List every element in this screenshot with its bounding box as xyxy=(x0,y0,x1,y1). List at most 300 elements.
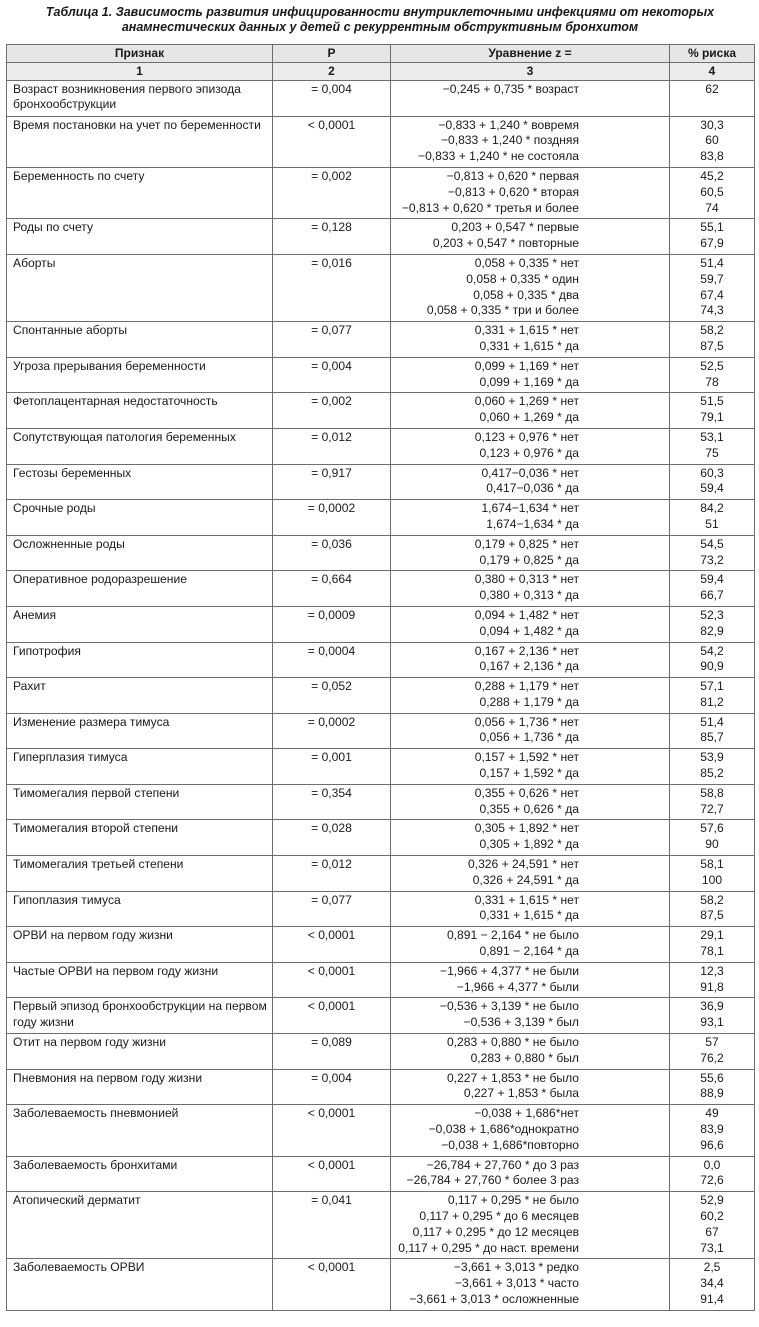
risk-value: 90,9 xyxy=(700,659,724,674)
risk-value: 79,1 xyxy=(700,410,724,425)
cell-feature: Роды по счету xyxy=(7,219,273,255)
table-row xyxy=(7,1069,755,1105)
cell-p-value: = 0,089 xyxy=(273,1034,391,1070)
risk-value: 51,4 xyxy=(700,714,724,729)
cell-feature: Сопутствующая патология беременных xyxy=(7,428,273,464)
cell-p-value: = 0,0009 xyxy=(273,606,391,642)
cell-p-value: = 0,0002 xyxy=(273,713,391,749)
equation-line: 0,117 + 0,295 * до наст. времени xyxy=(398,1240,579,1255)
table-row xyxy=(7,713,755,749)
equation-line: 0,179 + 0,825 * да xyxy=(479,552,579,567)
risk-value: 67 xyxy=(705,1224,719,1239)
cell-p-value: = 0,002 xyxy=(273,393,391,429)
cell-risk xyxy=(670,749,755,785)
cell-equations xyxy=(391,571,670,607)
table-row xyxy=(7,962,755,998)
equation-line: −0,833 + 1,240 * не состояла xyxy=(418,149,579,164)
equation-line: −0,833 + 1,240 * поздняя xyxy=(440,133,579,148)
risk-value: 59,4 xyxy=(700,572,724,587)
equation-line: −1,966 + 4,377 * не были xyxy=(440,963,579,978)
equation-line: −0,536 + 3,139 * был xyxy=(463,1015,579,1030)
table-row xyxy=(7,820,755,856)
risk-value: 60,3 xyxy=(700,465,724,480)
risk-value: 49 xyxy=(705,1106,719,1121)
caption-text-1: Зависимость развития инфицированности внутриклеточными инфекциями от некоторых xyxy=(115,5,715,19)
risk-value: 54,5 xyxy=(700,536,724,551)
equation-line: 0,326 + 24,591 * да xyxy=(472,872,579,887)
table-row xyxy=(7,464,755,500)
equation-line: 0,060 + 1,269 * нет xyxy=(474,394,579,409)
table-row xyxy=(7,606,755,642)
risk-value: 73,2 xyxy=(700,552,724,567)
cell-equations xyxy=(391,891,670,927)
column-number: 4 xyxy=(670,63,755,81)
risk-value: 36,9 xyxy=(700,999,724,1014)
table-row xyxy=(7,81,755,117)
risk-value: 59,4 xyxy=(700,481,724,496)
cell-equations xyxy=(391,167,670,218)
table-row xyxy=(7,357,755,393)
cell-feature: Тимомегалия второй степени xyxy=(7,820,273,856)
cell-equations xyxy=(391,254,670,321)
equation-line: 0,099 + 1,169 * нет xyxy=(474,358,579,373)
risk-value: 60 xyxy=(705,133,719,148)
equation-line: 0,283 + 0,880 * не было xyxy=(446,1035,579,1050)
cell-feature: Угроза прерывания беременности xyxy=(7,357,273,393)
equation-line: −3,661 + 3,013 * часто xyxy=(454,1276,579,1291)
header-row xyxy=(7,45,755,63)
cell-feature: ОРВИ на первом году жизни xyxy=(7,927,273,963)
risk-value: 57,1 xyxy=(700,679,724,694)
cell-risk xyxy=(670,254,755,321)
table-row xyxy=(7,642,755,678)
cell-risk xyxy=(670,81,755,117)
equation-line: −3,661 + 3,013 * осложненные xyxy=(409,1291,579,1306)
equation-line: 0,058 + 0,335 * нет xyxy=(474,255,579,270)
cell-p-value: < 0,0001 xyxy=(273,1259,391,1310)
caption-line-2: анамнестических данных у детей с рекуррентным обструктивным бронхитом xyxy=(121,20,639,34)
risk-value: 73,1 xyxy=(700,1240,724,1255)
equation-line: 0,058 + 0,335 * три и более xyxy=(426,303,579,318)
risk-value: 84,2 xyxy=(700,501,724,516)
risk-value: 72,7 xyxy=(700,801,724,816)
cell-equations xyxy=(391,1192,670,1259)
equation-line: 0,117 + 0,295 * до 6 месяцев xyxy=(419,1209,579,1223)
equation-line: 0,288 + 1,179 * нет xyxy=(474,679,579,694)
cell-feature: Гипоплазия тимуса xyxy=(7,891,273,927)
table-row xyxy=(7,1105,755,1156)
cell-feature: Спонтанные аборты xyxy=(7,322,273,358)
cell-feature: Время постановки на учет по беременности xyxy=(7,116,273,167)
equation-line: 0,305 + 1,892 * да xyxy=(479,837,579,852)
risk-value: 87,5 xyxy=(700,908,724,923)
risk-value: 82,9 xyxy=(700,623,724,638)
cell-risk xyxy=(670,1259,755,1310)
cell-risk xyxy=(670,891,755,927)
equation-line: 0,203 + 0,547 * повторные xyxy=(432,236,579,251)
cell-equations xyxy=(391,81,670,117)
equation-line: −0,245 + 0,735 * возраст xyxy=(442,82,579,96)
cell-equations xyxy=(391,1105,670,1156)
cell-risk xyxy=(670,571,755,607)
risk-value: 12,3 xyxy=(700,963,724,978)
cell-p-value: = 0,354 xyxy=(273,784,391,820)
caption-line-1 xyxy=(10,5,750,20)
risk-value: 55,1 xyxy=(700,220,724,235)
risk-value: 88,9 xyxy=(700,1086,724,1101)
cell-risk xyxy=(670,357,755,393)
risk-value: 90 xyxy=(705,837,719,852)
risk-value: 53,9 xyxy=(700,750,724,765)
cell-equations xyxy=(391,393,670,429)
cell-feature: Гипотрофия xyxy=(7,642,273,678)
table-row xyxy=(7,219,755,255)
equation-line: −0,536 + 3,139 * не было xyxy=(439,999,579,1014)
cell-risk xyxy=(670,927,755,963)
cell-equations xyxy=(391,962,670,998)
risk-value: 54,2 xyxy=(700,643,724,658)
equation-line: −0,038 + 1,686*нет xyxy=(474,1106,579,1121)
risk-value: 51 xyxy=(705,516,719,531)
equation-line: 0,099 + 1,169 * да xyxy=(479,374,579,389)
cell-equations xyxy=(391,357,670,393)
risk-value: 59,7 xyxy=(700,271,724,286)
risk-value: 29,1 xyxy=(700,928,724,943)
table-row xyxy=(7,500,755,536)
table-row xyxy=(7,1034,755,1070)
risk-value: 67,9 xyxy=(700,236,724,251)
equation-line: 0,157 + 1,592 * да xyxy=(479,766,579,781)
cell-p-value: = 0,128 xyxy=(273,219,391,255)
equation-line: −26,784 + 27,760 * более 3 раз xyxy=(406,1173,579,1188)
equation-line: 0,417−0,036 * нет xyxy=(481,465,579,480)
risk-value: 76,2 xyxy=(700,1050,724,1065)
equation-line: −0,813 + 0,620 * вторая xyxy=(447,184,579,199)
risk-value: 75 xyxy=(705,445,719,460)
cell-equations xyxy=(391,219,670,255)
equation-line: −26,784 + 27,760 * до 3 раз xyxy=(426,1157,579,1172)
cell-risk xyxy=(670,642,755,678)
cell-feature: Гиперплазия тимуса xyxy=(7,749,273,785)
table-row xyxy=(7,1156,755,1192)
equation-line: 0,117 + 0,295 * до 12 месяцев xyxy=(412,1224,579,1239)
cell-risk xyxy=(670,116,755,167)
cell-p-value: = 0,004 xyxy=(273,81,391,117)
cell-equations xyxy=(391,678,670,714)
equation-line: −0,038 + 1,686*повторно xyxy=(441,1137,579,1152)
cell-equations xyxy=(391,856,670,892)
equation-line: 0,167 + 2,136 * нет xyxy=(474,643,579,658)
cell-feature: Рахит xyxy=(7,678,273,714)
cell-p-value: < 0,0001 xyxy=(273,1105,391,1156)
cell-p-value: = 0,036 xyxy=(273,535,391,571)
risk-value: 91,4 xyxy=(700,1291,724,1306)
cell-equations xyxy=(391,500,670,536)
cell-feature: Срочные роды xyxy=(7,500,273,536)
equation-line: 0,056 + 1,736 * нет xyxy=(474,714,579,729)
cell-p-value: = 0,001 xyxy=(273,749,391,785)
cell-equations xyxy=(391,428,670,464)
cell-feature: Фетоплацентарная недостаточность xyxy=(7,393,273,429)
equation-line: 0,331 + 1,615 * да xyxy=(479,338,579,353)
column-number: 3 xyxy=(391,63,670,81)
table-row xyxy=(7,927,755,963)
equation-line: −1,966 + 4,377 * были xyxy=(456,979,579,994)
equation-line: 0,123 + 0,976 * нет xyxy=(474,429,579,444)
cell-p-value: = 0,012 xyxy=(273,428,391,464)
cell-p-value: = 0,917 xyxy=(273,464,391,500)
equation-line: 0,094 + 1,482 * да xyxy=(479,623,579,638)
column-number: 2 xyxy=(273,63,391,81)
cell-feature: Первый эпизод бронхообструкции на первом году жизни xyxy=(7,998,273,1034)
cell-p-value: < 0,0001 xyxy=(273,998,391,1034)
cell-equations xyxy=(391,606,670,642)
risk-value: 78 xyxy=(705,374,719,389)
cell-equations xyxy=(391,784,670,820)
cell-feature: Осложненные роды xyxy=(7,535,273,571)
cell-feature: Аборты xyxy=(7,254,273,321)
risk-value: 83,9 xyxy=(700,1122,724,1137)
cell-equations xyxy=(391,998,670,1034)
header-risk: % риска xyxy=(670,45,755,63)
cell-feature: Пневмония на первом году жизни xyxy=(7,1069,273,1105)
cell-p-value: = 0,0002 xyxy=(273,500,391,536)
cell-risk xyxy=(670,856,755,892)
cell-p-value: < 0,0001 xyxy=(273,962,391,998)
cell-risk xyxy=(670,219,755,255)
cell-feature: Атопический дерматит xyxy=(7,1192,273,1259)
equation-line: −0,813 + 0,620 * третья и более xyxy=(401,200,579,215)
risk-value: 57 xyxy=(705,1035,719,1050)
cell-risk xyxy=(670,784,755,820)
column-number: 1 xyxy=(7,63,273,81)
cell-equations xyxy=(391,1156,670,1192)
cell-p-value: = 0,004 xyxy=(273,1069,391,1105)
cell-risk xyxy=(670,500,755,536)
table-row xyxy=(7,678,755,714)
risk-value: 74 xyxy=(705,200,719,215)
equation-line: 0,167 + 2,136 * да xyxy=(479,659,579,674)
cell-p-value: = 0,077 xyxy=(273,891,391,927)
cell-risk xyxy=(670,1105,755,1156)
risk-value: 85,7 xyxy=(700,730,724,745)
table-body xyxy=(7,81,755,1311)
cell-feature: Оперативное родоразрешение xyxy=(7,571,273,607)
risk-value: 62 xyxy=(705,82,719,96)
risk-value: 60,5 xyxy=(700,184,724,199)
cell-equations xyxy=(391,116,670,167)
cell-p-value: = 0,052 xyxy=(273,678,391,714)
risk-value: 58,2 xyxy=(700,323,724,338)
table-row xyxy=(7,856,755,892)
risk-value: 57,6 xyxy=(700,821,724,836)
equation-line: −0,813 + 0,620 * первая xyxy=(446,168,579,183)
cell-risk xyxy=(670,998,755,1034)
risk-value: 66,7 xyxy=(700,588,724,603)
cell-p-value: < 0,0001 xyxy=(273,116,391,167)
cell-feature: Возраст возникновения первого эпизода бронхообструкции xyxy=(7,81,273,117)
equation-line: −0,038 + 1,686*однократно xyxy=(428,1122,579,1137)
cell-risk xyxy=(670,1192,755,1259)
equation-line: 0,891 − 2,164 * не было xyxy=(446,928,579,943)
cell-p-value: = 0,004 xyxy=(273,357,391,393)
cell-p-value: = 0,016 xyxy=(273,254,391,321)
cell-risk xyxy=(670,428,755,464)
cell-risk xyxy=(670,167,755,218)
cell-equations xyxy=(391,642,670,678)
cell-p-value: = 0,0004 xyxy=(273,642,391,678)
risk-value: 52,3 xyxy=(700,607,724,622)
risk-value: 67,4 xyxy=(700,287,724,302)
risk-value: 45,2 xyxy=(700,168,724,183)
equation-line: 0,331 + 1,615 * да xyxy=(479,908,579,923)
header-equation: Уравнение z = xyxy=(391,45,670,63)
equation-line: 0,305 + 1,892 * нет xyxy=(474,821,579,836)
table-row xyxy=(7,167,755,218)
risk-value: 58,1 xyxy=(700,857,724,872)
equation-line: 1,674−1,634 * нет xyxy=(481,501,579,516)
cell-feature: Гестозы беременных xyxy=(7,464,273,500)
cell-equations xyxy=(391,713,670,749)
header-p: P xyxy=(273,45,391,63)
cell-feature: Частые ОРВИ на первом году жизни xyxy=(7,962,273,998)
cell-risk xyxy=(670,820,755,856)
equation-line: 0,227 + 1,853 * не было xyxy=(446,1070,579,1085)
cell-equations xyxy=(391,464,670,500)
table-row xyxy=(7,1259,755,1310)
risk-value: 34,4 xyxy=(700,1276,724,1291)
equation-line: 0,227 + 1,853 * была xyxy=(463,1086,579,1101)
table-row xyxy=(7,254,755,321)
cell-risk xyxy=(670,678,755,714)
equation-line: 0,203 + 0,547 * первые xyxy=(451,220,579,235)
header-feature: Признак xyxy=(7,45,273,63)
equation-line: 0,123 + 0,976 * да xyxy=(479,445,579,460)
equation-line: 0,058 + 0,335 * один xyxy=(466,271,579,286)
equation-line: 0,380 + 0,313 * нет xyxy=(474,572,579,587)
table-caption xyxy=(10,5,750,35)
cell-p-value: < 0,0001 xyxy=(273,927,391,963)
equation-line: 0,094 + 1,482 * нет xyxy=(474,607,579,622)
cell-risk xyxy=(670,606,755,642)
equation-line: 0,326 + 24,591 * нет xyxy=(467,857,579,872)
risk-value: 52,5 xyxy=(700,358,724,373)
equation-line: 0,060 + 1,269 * да xyxy=(479,410,579,425)
cell-risk xyxy=(670,1069,755,1105)
risk-value: 30,3 xyxy=(700,117,724,132)
table-row xyxy=(7,393,755,429)
equation-line: −3,661 + 3,013 * редко xyxy=(453,1260,579,1275)
risk-value: 55,6 xyxy=(700,1070,724,1085)
table-row xyxy=(7,784,755,820)
cell-p-value: = 0,664 xyxy=(273,571,391,607)
cell-p-value: = 0,028 xyxy=(273,820,391,856)
table-row xyxy=(7,749,755,785)
cell-risk xyxy=(670,1034,755,1070)
risk-value: 85,2 xyxy=(700,766,724,781)
table-row xyxy=(7,428,755,464)
data-table xyxy=(6,44,755,1311)
risk-value: 81,2 xyxy=(700,694,724,709)
equation-line: 0,417−0,036 * да xyxy=(486,481,579,496)
cell-risk xyxy=(670,1156,755,1192)
table-row xyxy=(7,535,755,571)
table-row xyxy=(7,1192,755,1259)
table-row xyxy=(7,322,755,358)
equation-line: −0,833 + 1,240 * вовремя xyxy=(438,117,579,132)
cell-equations xyxy=(391,1259,670,1310)
equation-line: 0,117 + 0,295 * не было xyxy=(447,1193,579,1208)
cell-risk xyxy=(670,393,755,429)
equation-line: 0,331 + 1,615 * нет xyxy=(474,892,579,907)
risk-value: 74,3 xyxy=(700,303,724,318)
risk-value: 51,5 xyxy=(700,394,724,409)
equation-line: 0,058 + 0,335 * два xyxy=(473,287,579,302)
table-row xyxy=(7,998,755,1034)
equation-line: 0,283 + 0,880 * был xyxy=(470,1050,579,1065)
risk-value: 60,2 xyxy=(700,1209,724,1223)
equation-line: 0,355 + 0,626 * нет xyxy=(474,785,579,800)
cell-equations xyxy=(391,749,670,785)
equation-line: 1,674−1,634 * да xyxy=(486,516,579,531)
equation-line: 0,157 + 1,592 * нет xyxy=(474,750,579,765)
equation-line: 0,355 + 0,626 * да xyxy=(479,801,579,816)
cell-p-value: = 0,041 xyxy=(273,1192,391,1259)
risk-value: 2,5 xyxy=(703,1260,721,1275)
risk-value: 51,4 xyxy=(700,255,724,270)
cell-equations xyxy=(391,535,670,571)
risk-value: 96,6 xyxy=(700,1137,724,1152)
column-number-row xyxy=(7,63,755,81)
risk-value: 91,8 xyxy=(700,979,724,994)
cell-feature: Тимомегалия третьей степени xyxy=(7,856,273,892)
equation-line: 0,179 + 0,825 * нет xyxy=(474,536,579,551)
cell-risk xyxy=(670,322,755,358)
cell-feature: Заболеваемость пневмонией xyxy=(7,1105,273,1156)
cell-risk xyxy=(670,535,755,571)
equation-line: 0,380 + 0,313 * да xyxy=(479,588,579,603)
caption-label: Таблица 1. xyxy=(45,5,113,19)
cell-equations xyxy=(391,1034,670,1070)
risk-value: 72,6 xyxy=(700,1173,724,1188)
equation-line: 0,056 + 1,736 * да xyxy=(479,730,579,745)
cell-feature: Тимомегалия первой степени xyxy=(7,784,273,820)
risk-value: 87,5 xyxy=(700,338,724,353)
risk-value: 0,0 xyxy=(703,1157,721,1172)
equation-line: 0,891 − 2,164 * да xyxy=(479,944,579,959)
table-row xyxy=(7,571,755,607)
risk-value: 53,1 xyxy=(700,429,724,444)
cell-feature: Анемия xyxy=(7,606,273,642)
cell-p-value: = 0,077 xyxy=(273,322,391,358)
equation-line: 0,331 + 1,615 * нет xyxy=(474,323,579,338)
cell-p-value: < 0,0001 xyxy=(273,1156,391,1192)
risk-value: 100 xyxy=(701,872,723,887)
table-row xyxy=(7,891,755,927)
cell-feature: Заболеваемость бронхитами xyxy=(7,1156,273,1192)
cell-risk xyxy=(670,713,755,749)
cell-feature: Отит на первом году жизни xyxy=(7,1034,273,1070)
cell-equations xyxy=(391,820,670,856)
risk-value: 93,1 xyxy=(700,1015,724,1030)
risk-value: 78,1 xyxy=(700,944,724,959)
risk-value: 58,8 xyxy=(700,785,724,800)
risk-value: 52,9 xyxy=(700,1193,724,1208)
table-row xyxy=(7,116,755,167)
cell-feature: Беременность по счету xyxy=(7,167,273,218)
cell-risk xyxy=(670,962,755,998)
risk-value: 58,2 xyxy=(700,892,724,907)
